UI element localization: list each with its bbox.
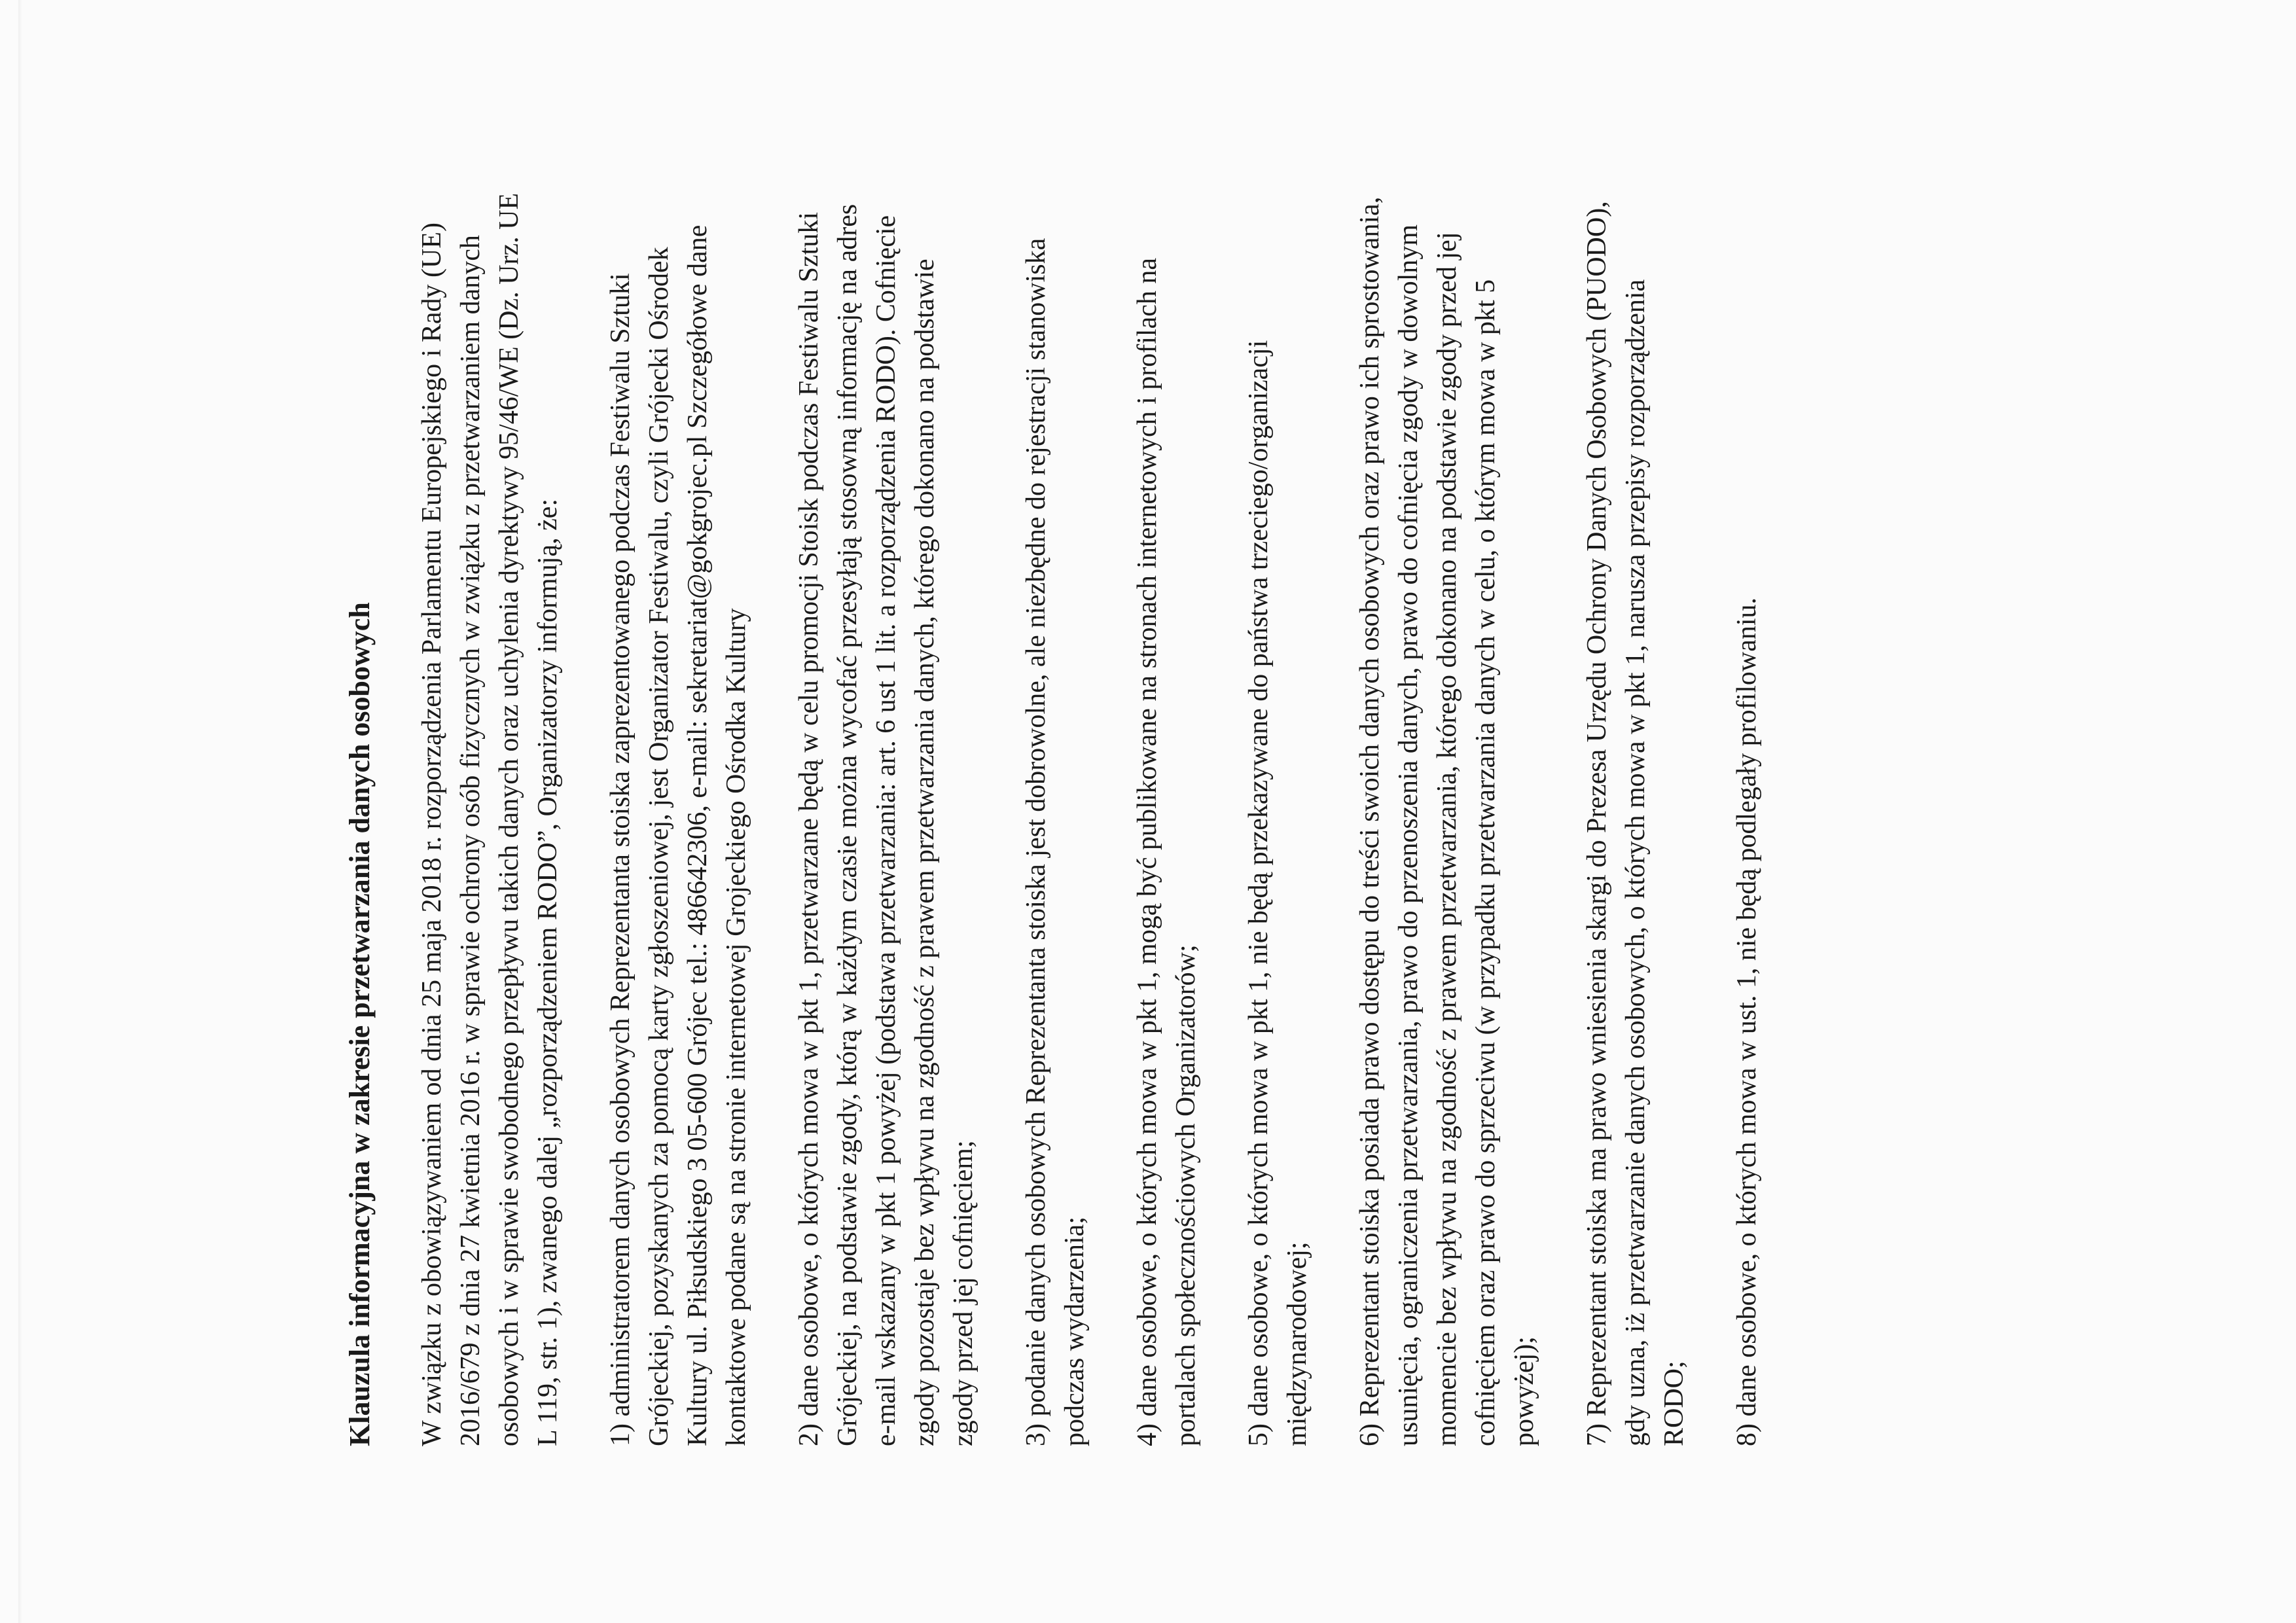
clause-point-7: 7) Reprezentant stoiska ma prawo wniesienia skargi do Prezesa Urzędu Ochrony Danych Osobowych (PUODO), gdy uzna, iż przetwarzanie danych osobowych, o których mowa w pkt 1, narusza przepisy rozporządzenia RODO;	[1582, 201, 1689, 1446]
clause-point-1: 1) administratorem danych osobowych Reprezentanta stoiska zaprezentowanego podczas Festiwalu Sztuki Grójeckiej, pozyskanych za pomocą karty zgłoszeniowej, jest Organizator Festiwalu, czyli Grójecki Ośrodek Kultury ul. Piłsudskiego 3 05-600 Grójec tel.: 486642306, e-mail: sekretariat@gokgrojec.pl Szczegółowe dane kontaktowe podane są na stronie internetowej Grojeckiego Ośrodka Kultury	[605, 224, 751, 1446]
clause-point-5: 5) dane osobowe, o których mowa w pkt 1, nie będą przekazywane do państwa trzeciego/organizacji międzynarodowej;	[1244, 340, 1312, 1446]
information-clause-document	[340, 190, 1801, 1446]
clause-point-2: 2) dane osobowe, o których mowa w pkt 1, przetwarzane będą w celu promocji Stoisk podczas Festiwalu Sztuki Grójeckiej, na podstawie zgody, którą w każdym czasie można wycofać przesyłają stosowną informację na adres e-mail wskazany w pkt 1 powyżej (podstawa przetwarzania: art. 6 ust 1 lit. a rozporządzenia RODO). Cofnięcie zgody pozostaje bez wpływu na zgodność z prawem przetwarzania danych, którego dokonano na podstawie zgody przed jej cofnięciem;	[794, 204, 978, 1446]
clause-point-4: 4) dane osobowe, o których mowa w pkt 1, mogą być publikowane na stronach internetowych i profilach na portalach społecznościowych Organizatorów;	[1132, 257, 1201, 1446]
document-title: Klauzula informacyjna w zakresie przetwarzania danych osobowych	[344, 602, 376, 1446]
clause-point-3: 3) podanie danych osobowych Reprezentanta stoiska jest dobrowolne, ale niezbędne do rejestracji stanowiska podczas wydarzenia;	[1021, 238, 1090, 1446]
clause-point-8: 8) dane osobowe, o których mowa w ust. 1, nie będą podlegały profilowaniu.	[1732, 597, 1762, 1446]
clause-point-6: 6) Reprezentant stoiska posiada prawo dostępu do treści swoich danych osobowych oraz prawo ich sprostowania, usunięcia, ograniczenia przetwarzania, prawo do przenoszenia danych, prawo do cofnięcia zgody w dowolnym momencie bez wpływu na zgodność z prawem przetwarzania, którego dokonano na podstawie zgody przed jej cofnięciem oraz prawo do sprzeciwu (w przypadku przetwarzania danych w celu, o którym mowa w pkt 5 powyżej);	[1355, 196, 1539, 1446]
scan-edge-shadow	[18, 0, 22, 1623]
intro-paragraph: W związku z obowiązywaniem od dnia 25 maja 2018 r. rozporządzenia Parlamentu Europejskiego i Rady (UE) 2016/679 z dnia 27 kwietnia 2016 r. w sprawie ochrony osób fizycznych w związku z przetwarzaniem danych osobowych i w sprawie swobodnego przepływu takich danych oraz uchylenia dyrektywy 95/46/WE (Dz. Urz. UE L 119, str. 1), zwanego dalej „rozporządzeniem RODO”, Organizatorzy informują, że:	[417, 192, 563, 1446]
